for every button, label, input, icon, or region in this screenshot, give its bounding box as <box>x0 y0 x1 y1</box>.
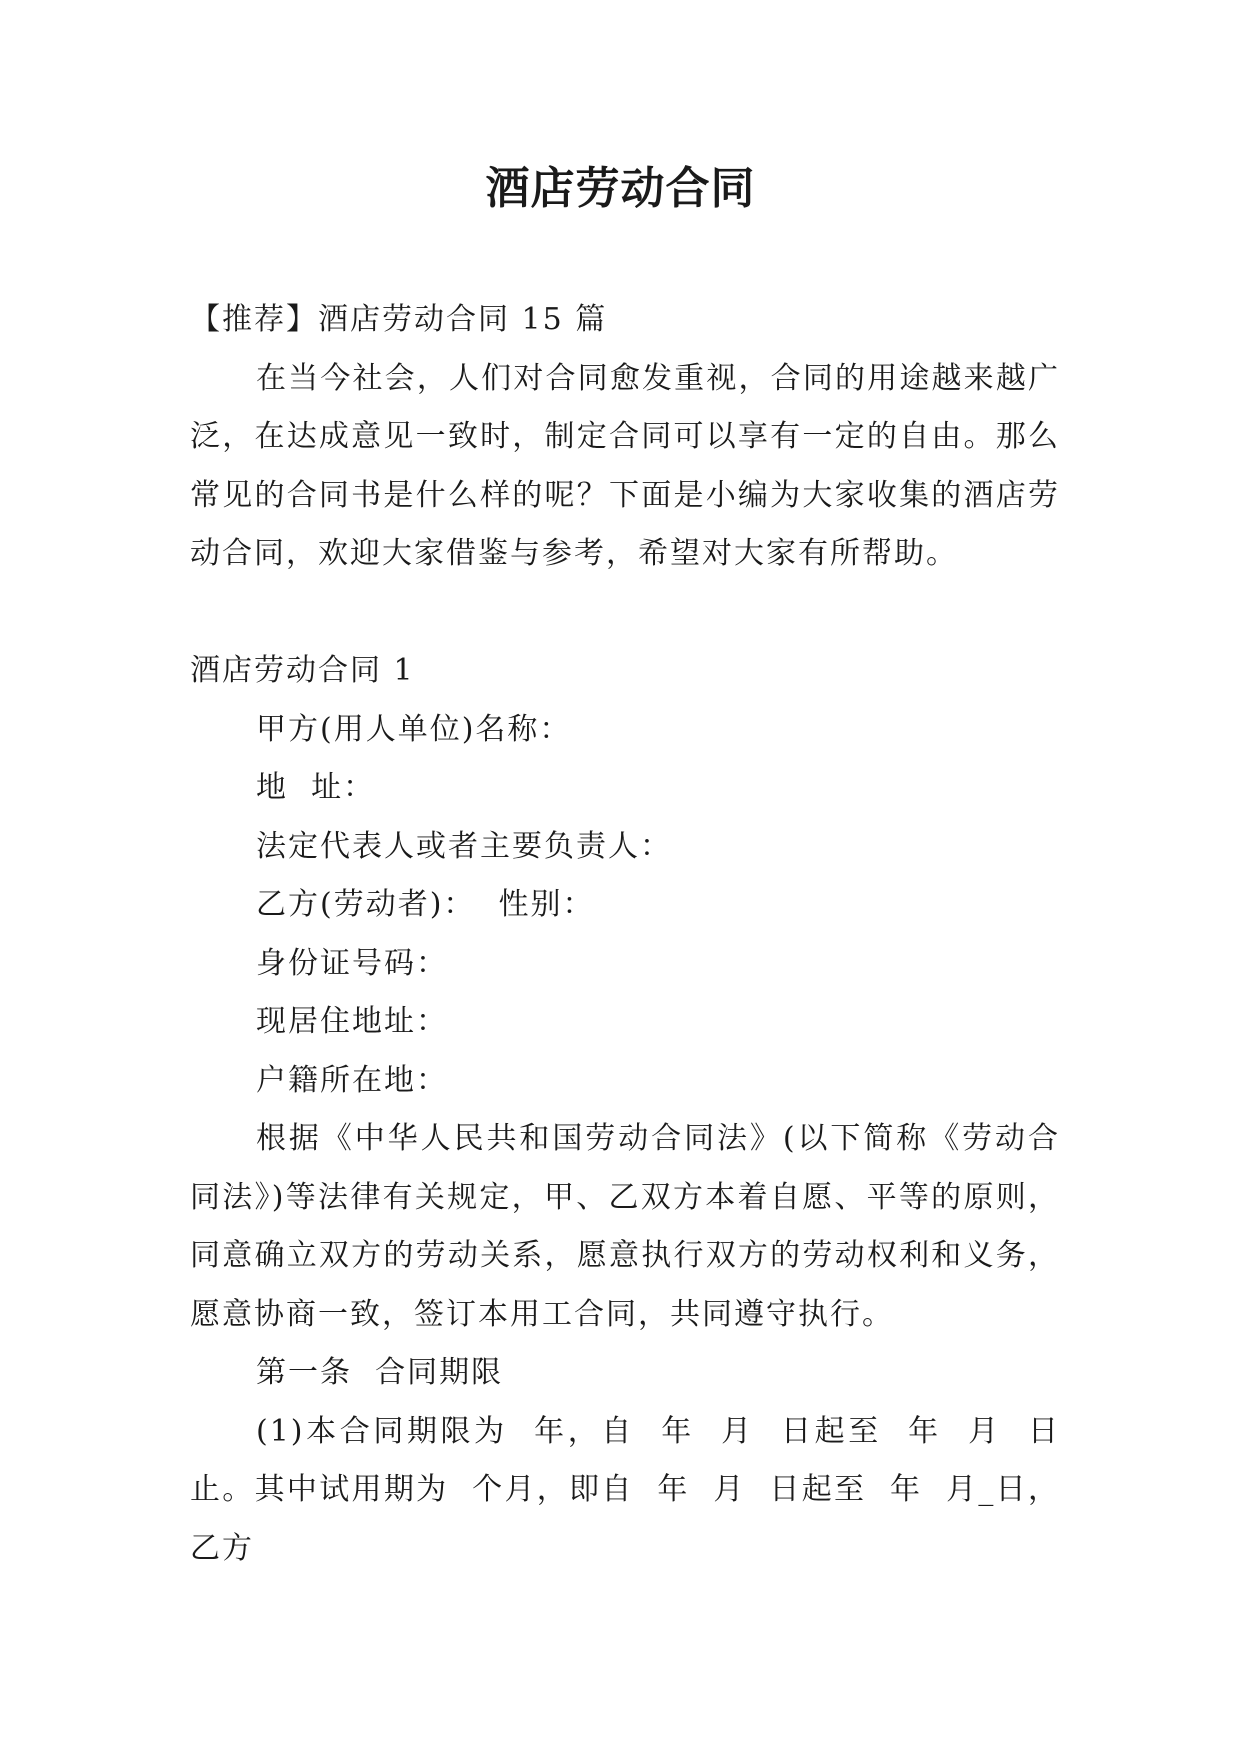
article-1-heading: 第一条 合同期限 <box>256 1355 504 1390</box>
field-legal-representative: 法定代表人或者主要负责人： <box>256 828 672 864</box>
field-current-address: 现居住地址： <box>256 1004 448 1039</box>
field-address: 地 址： <box>256 770 376 805</box>
field-household-registration: 户籍所在地： <box>256 1062 448 1098</box>
field-party-a-name: 甲方(用人单位)名称： <box>256 711 572 747</box>
field-id-number: 身份证号码： <box>256 945 448 981</box>
section-heading: 酒店劳动合同 1 <box>190 653 415 688</box>
field-party-b-gender: 乙方(劳动者)： 性别： <box>256 887 595 922</box>
paragraph-gap <box>190 584 1060 643</box>
recommend-line: 【推荐】酒店劳动合同 15 篇 <box>190 302 608 337</box>
document-body <box>190 291 1060 1578</box>
document-title: 酒店劳动合同 <box>485 163 756 214</box>
intro-paragraph: 在当今社会，人们对合同愈发重视，合同的用途越来越广泛，在达成意见一致时，制定合同可以享有一定的自由。那么常见的合同书是什么样的呢？下面是小编为大家收集的酒店劳动合同，欢迎大家借鉴与参考，希望对大家有所帮助。 <box>190 360 1060 571</box>
preamble-paragraph: 根据《中华人民共和国劳动合同法》(以下简称《劳动合同法》)等法律有关规定，甲、乙双方本着自愿、平等的原则，同意确立双方的劳动关系，愿意执行双方的劳动权利和义务，愿意协商一致，签订本用工合同，共同遵守执行。 <box>190 1121 1060 1332</box>
article-1-clause-1: (1)本合同期限为 年，自 年 月 日起至 年 月 日止。其中试用期为 个月，即自 年 月 日起至 年 月_日，乙方 <box>190 1413 1060 1566</box>
